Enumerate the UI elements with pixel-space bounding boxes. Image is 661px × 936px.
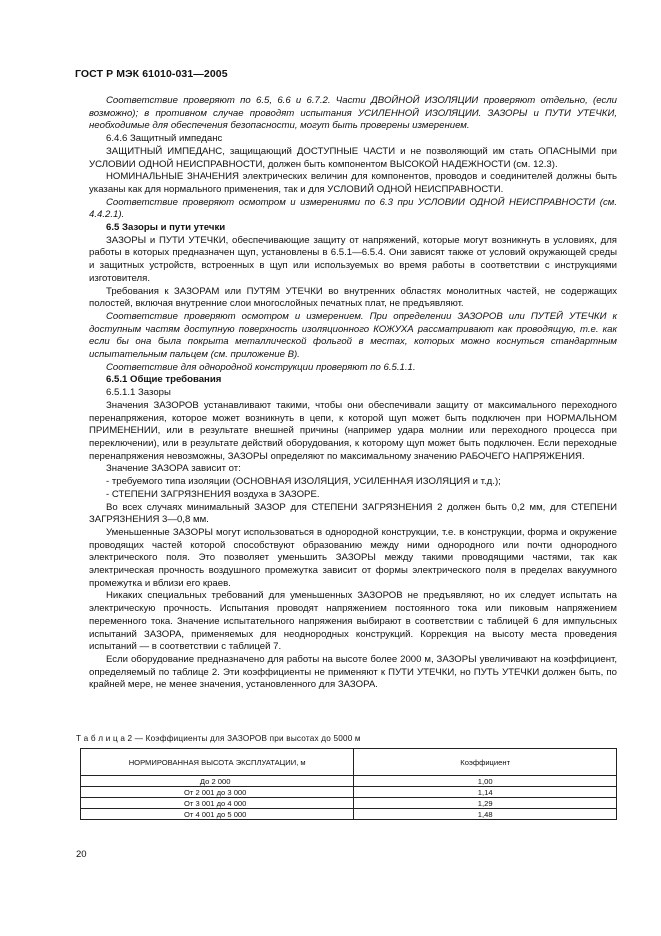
section-heading: 6.5 Зазоры и пути утечки [106,222,226,234]
column-header-altitude: НОРМИРОВАННАЯ ВЫСОТА ЭКСПЛУАТАЦИИ, м [81,749,354,776]
paragraph: Уменьшенные ЗАЗОРЫ могут использоваться в однородной конструкции, т.е. в конструкции, форма и окружение проводящих частей которой способствуют образованию между ними однородного или почти однородного электрического поля. Это позволяет уменьшить ЗАЗОРЫ между такими проводящими частями, так как электрическая прочность воздушного промежутка зависит от формы электрического поля в пределах вакуумного промежутка и вблизи его краев. [89,526,617,589]
table-row [81,787,617,798]
paragraph: НОМИНАЛЬНЫЕ ЗНАЧЕНИЯ электрических величин для компонентов, проводов и соединителей должны быть указаны как для нормального применения, так и для УСЛОВИЙ ОДНОЙ НЕИСПРАВНОСТИ. [89,171,617,195]
altitude-factor-table [80,748,617,820]
section-heading: 6.5.1 Общие требования [106,374,222,386]
paragraph: Значения ЗАЗОРОВ устанавливают такими, чтобы они обеспечивали защиту от максимального переходного перенапряжения, которое может возникнуть в цепи, к которой щуп может быть подключен при НОРМАЛЬНОМ ПРИМЕНЕНИИ, или в результате внешней причины (например удара молнии или переходного процесса при переключении), или в результате действий оборудования, к которому щуп может быть подключен. Если переходные перенапряжения невозможны, ЗАЗОРЫ определяют по максимальному значению РАБОЧЕГО НАПРЯЖЕНИЯ. [89,399,617,462]
subsection-heading: 6.4.6 Защитный импеданс [106,133,223,145]
list-item: - СТЕПЕНИ ЗАГРЯЗНЕНИЯ воздуха в ЗАЗОРЕ. [106,488,320,500]
paragraph: Требования к ЗАЗОРАМ или ПУТЯМ УТЕЧКИ во внутренних областях монолитных частей, не содержащих полостей, включая внутренние слои многослойных печатных плат, не предъявляют. [89,285,617,310]
paragraph: Соответствие для однородной конструкции проверяют по 6.5.1.1. [106,361,416,373]
table-caption: Т а б л и ц а 2 — Коэффициенты для ЗАЗОРОВ при высотах до 5000 м [76,734,361,743]
paragraph: ЗАЩИТНЫЙ ИМПЕДАНС, защищающий ДОСТУПНЫЕ ЧАСТИ и не позволяющий им стать ОПАСНЫМИ при УСЛОВИИ ОДНОЙ НЕИСПРАВНОСТИ, должен быть компонентом ВЫСОКОЙ НАДЕЖНОСТИ (см. 12.3). [89,145,617,170]
paragraph: Значение ЗАЗОРА зависит от: [106,463,241,475]
table-row [81,809,617,820]
factor-cell: 1,00 [354,776,617,787]
altitude-cell: От 2 001 до 3 000 [81,787,354,798]
factor-cell: 1,14 [354,787,617,798]
subsection-heading: 6.5.1.1 Зазоры [106,387,171,399]
paragraph: Соответствие проверяют осмотром и измерениями по 6.3 при УСЛОВИИ ОДНОЙ НЕИСПРАВНОСТИ (см. 4.4.2.1). [89,196,617,221]
factor-cell: 1,29 [354,798,617,809]
column-header-factor: Коэффициент [354,749,617,776]
paragraph: Во всех случаях минимальный ЗАЗОР для СТЕПЕНИ ЗАГРЯЗНЕНИЯ 2 должен быть 0,2 мм, для СТЕПЕНИ ЗАГРЯЗНЕНИЯ 3—0,8 мм. [89,501,617,526]
table-header-row [81,749,617,776]
factor-cell: 1,48 [354,809,617,820]
paragraph: Соответствие проверяют по 6.5, 6.6 и 6.7.2. Части ДВОЙНОЙ ИЗОЛЯЦИИ проверяют отдельно, (если возможно); в противном случае проводят испытания УСИЛЕННОЙ ИЗОЛЯЦИИ. ЗАЗОРЫ и ПУТИ УТЕЧКИ, необходимые для обеспечения безопасности, могут быть проверены измерением. [89,95,617,132]
altitude-cell: От 3 001 до 4 000 [81,798,354,809]
paragraph: Если оборудование предназначено для работы на высоте более 2000 м, ЗАЗОРЫ увеличивают на коэффициент, определяемый по таблице 2. Эти коэффициенты не применяют к ПУТИ УТЕЧКИ, но ПУТЬ УТЕЧКИ должен быть, по крайней мере, не менее значения, установленного для ЗАЗОРА. [89,653,617,691]
paragraph: Никаких специальных требований для уменьшенных ЗАЗОРОВ не предъявляют, но их следует испытать на электрическую прочность. Испытания проводят напряжением постоянного тока или пиковым напряжением переменного тока. Значение испытательного напряжения выбирают в соответствии с таблицей 6 для импульсных испытаний ЗАЗОРА, применяемых для неоднородных конструкций. Коррекция на высоту места проведения испытаний — в соответствии с таблицей 7. [89,590,617,653]
altitude-cell: До 2 000 [81,776,354,787]
document-header: ГОСТ Р МЭК 61010-031—2005 [75,68,228,80]
document-body [89,95,617,692]
list-item: - требуемого типа изоляции (ОСНОВНАЯ ИЗОЛЯЦИЯ, УСИЛЕННАЯ ИЗОЛЯЦИЯ и т.д.); [106,476,501,488]
paragraph: ЗАЗОРЫ и ПУТИ УТЕЧКИ, обеспечивающие защиту от напряжений, которые могут возникнуть в условиях, для работы в которых предназначен щуп, установлены в 6.5.1—6.5.4. Они зависят также от условий окружающей среды и защитных устройств, встроенных в щуп или используемых во время работы в соответствии с инструкциями изготовителя. [89,234,617,284]
paragraph: Соответствие проверяют осмотром и измерением. При определении ЗАЗОРОВ или ПУТЕЙ УТЕЧКИ к доступным частям доступную поверхность изоляционного КОЖУХА рассматривают как проводящую, т.е. как если бы она была покрыта металлической фольгой в местах, которых можно коснуться стандартным испытательным пальцем (см. приложение В). [89,310,617,361]
table-row [81,776,617,787]
table-row [81,798,617,809]
page-number: 20 [76,849,87,860]
altitude-cell: От 4 001 до 5 000 [81,809,354,820]
